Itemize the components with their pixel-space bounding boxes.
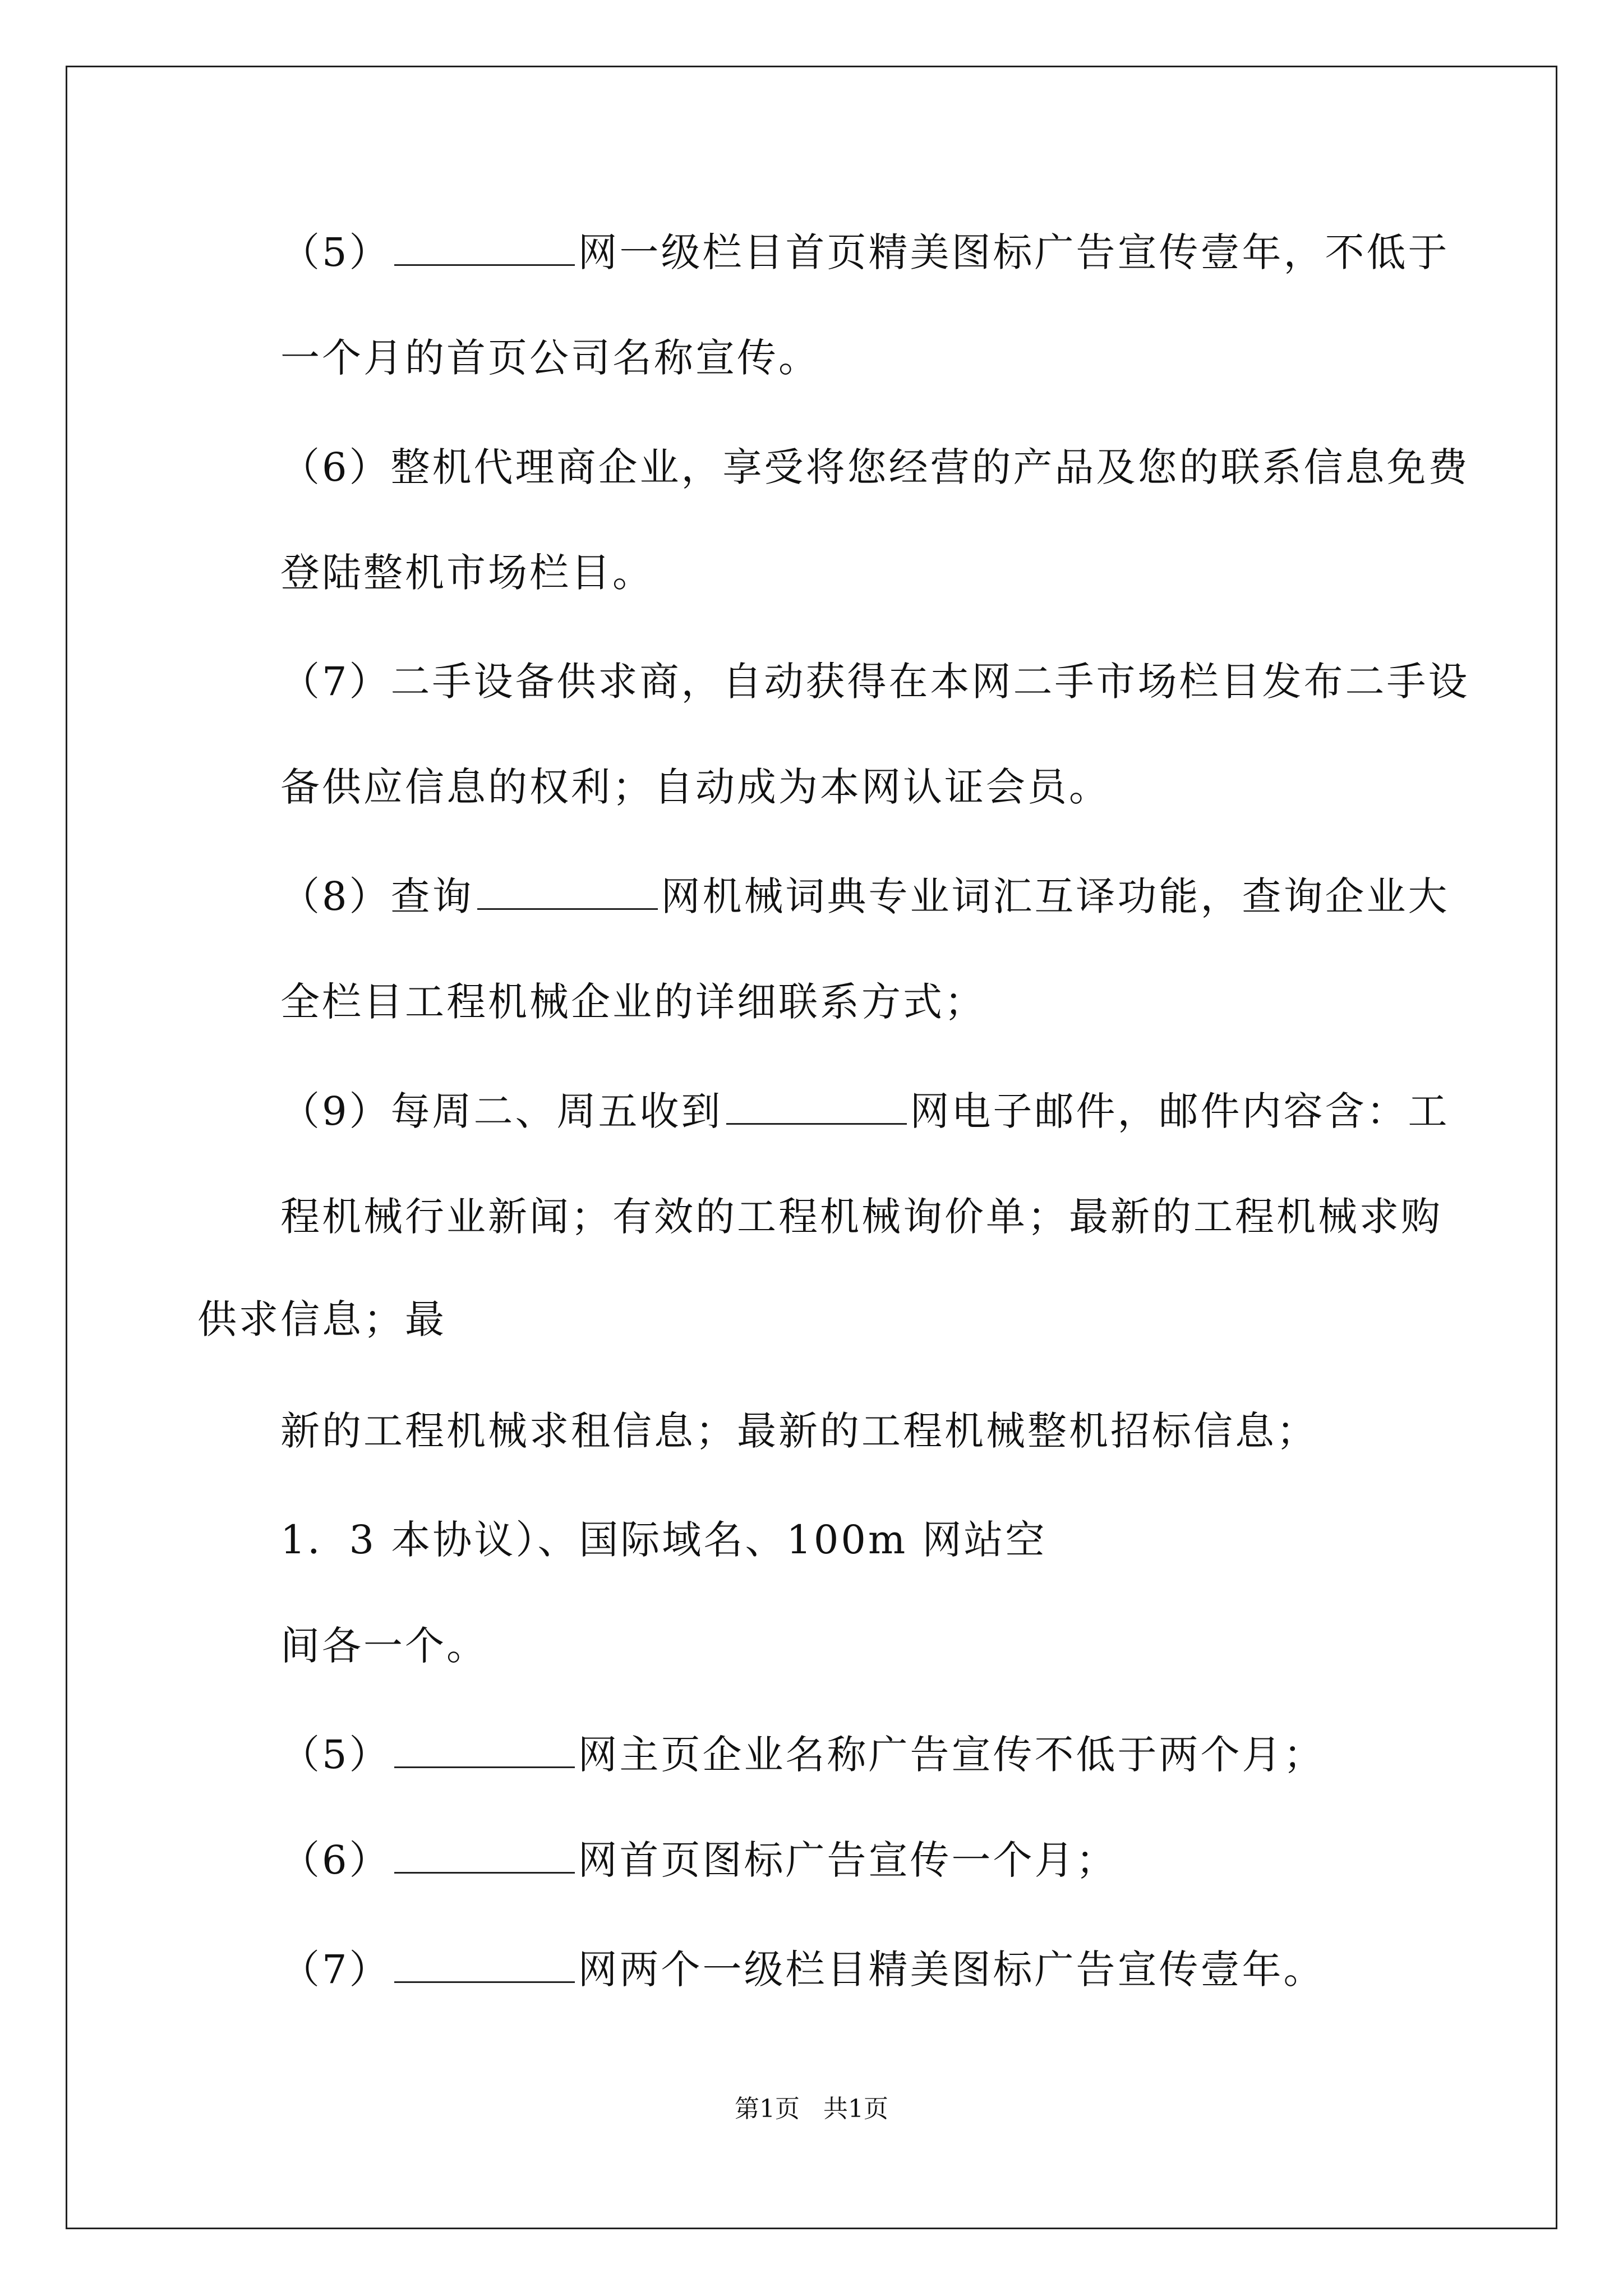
text-line-6: 备供应信息的权利；自动成为本网认证会员。 [280,764,1110,810]
line-7-suffix: 网机械词典专业词汇互译功能，查询企业大 [661,873,1450,919]
line-15-suffix: 网主页企业名称广告宣传不低于两个月； [578,1732,1325,1778]
line-17-prefix: （7） [280,1947,391,1993]
line-15-prefix: （5） [280,1732,391,1778]
text-line-3: （6）整机代理商企业，享受将您经营的产品及您的联系信息免费 [280,444,1470,490]
line-17-suffix: 网两个一级栏目精美图标广告宣传壹年。 [578,1947,1325,1993]
page-border [66,66,1557,2229]
text-line-15 [280,1729,1325,1780]
text-line-10: 程机械行业新闻；有效的工程机械询价单；最新的工程机械求购 [280,1194,1442,1240]
fill-in-blank [394,1838,575,1874]
text-line-16 [280,1835,1118,1885]
line-16-prefix: （6） [280,1837,391,1883]
fill-in-blank [477,875,658,910]
text-line-4: 登陆整机市场栏目。 [280,550,654,596]
text-line-14: 间各一个。 [280,1623,488,1669]
text-line-7 [280,871,1450,922]
line-9-prefix: （9）每周二、周五收到 [280,1088,723,1134]
text-line-9 [280,1086,1450,1137]
text-line-1 [280,227,1450,278]
line-1-prefix: （5） [280,229,391,275]
text-line-12: 新的工程机械求租信息；最新的工程机械整机招标信息； [280,1408,1318,1454]
line-9-suffix: 网电子邮件，邮件内容含：工 [910,1088,1450,1134]
fill-in-blank [726,1089,907,1125]
line-1-suffix: 网一级栏目首页精美图标广告宣传壹年，不低于 [578,229,1450,275]
text-line-13: 1．3 本协议）、国际域名、100m 网站空 [280,1517,1047,1563]
fill-in-blank [394,1733,575,1768]
text-line-2: 一个月的首页公司名称宣传。 [280,335,820,381]
text-line-11: 供求信息；最 [197,1296,446,1342]
page-number-footer: 第1页 共1页 [735,2095,888,2123]
text-line-8: 全栏目工程机械企业的详细联系方式； [280,979,986,1025]
fill-in-blank [394,1948,575,1983]
text-line-17 [280,1944,1325,1995]
fill-in-blank [394,231,575,266]
line-16-suffix: 网首页图标广告宣传一个月； [578,1837,1118,1883]
line-7-prefix: （8）查询 [280,873,474,919]
text-line-5: （7）二手设备供求商，自动获得在本网二手市场栏目发布二手设 [280,659,1470,705]
